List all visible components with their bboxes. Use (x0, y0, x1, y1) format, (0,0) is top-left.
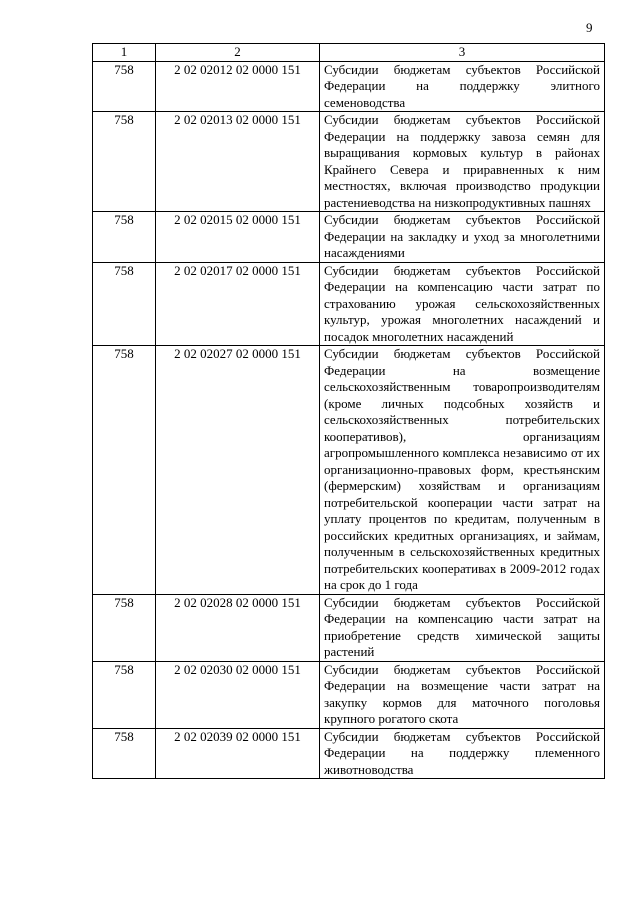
admin-code-cell: 758 (93, 262, 156, 346)
description-cell: Субсидии бюджетам субъектов Российской Федерации на возмещение сельскохозяйственным товаропроизводителям (кроме личных подсобных хозяйств и сельскохозяйственных потребительских кооперативов), организациям агропромышленного комплекса независимо от их организационно-правовых форм, крестьянским (фермерским) хозяйствам и организациям потребительской кооперации части затрат на уплату процентов по кредитам, полученным в российских кредитных организациях, и займам, полученным в сельскохозяйственных кредитных потребительских кооперативах в 2009-2012 годах на срок до 1 года (320, 346, 605, 595)
budget-code-cell: 2 02 02012 02 0000 151 (156, 61, 320, 112)
budget-classification-table (92, 43, 605, 779)
budget-code-cell: 2 02 02027 02 0000 151 (156, 346, 320, 595)
table-row (93, 112, 605, 212)
description-cell: Субсидии бюджетам субъектов Российской Федерации на закладку и уход за многолетними насаждениями (320, 212, 605, 263)
table-row (93, 594, 605, 661)
header-row (93, 44, 605, 62)
admin-code-cell: 758 (93, 661, 156, 728)
admin-code-cell: 758 (93, 346, 156, 595)
admin-code-cell: 758 (93, 728, 156, 779)
table-row (93, 346, 605, 595)
admin-code-cell: 758 (93, 61, 156, 112)
budget-code-cell: 2 02 02030 02 0000 151 (156, 661, 320, 728)
table-row (93, 262, 605, 346)
description-cell: Субсидии бюджетам субъектов Российской Федерации на поддержку завоза семян для выращивания кормовых культур в районах Крайнего Севера и приравненных к ним местностях, включая производство продукции растениеводства на низкопродуктивных пашнях (320, 112, 605, 212)
description-cell: Субсидии бюджетам субъектов Российской Федерации на компенсацию части затрат по страхованию урожая сельскохозяйственных культур, урожая многолетних насаждений и посадок многолетних насаждений (320, 262, 605, 346)
budget-code-cell: 2 02 02028 02 0000 151 (156, 594, 320, 661)
admin-code-cell: 758 (93, 112, 156, 212)
table-row (93, 728, 605, 779)
description-cell: Субсидии бюджетам субъектов Российской Федерации на возмещение части затрат на закупку кормов для маточного поголовья крупного рогатого скота (320, 661, 605, 728)
budget-code-cell: 2 02 02015 02 0000 151 (156, 212, 320, 263)
admin-code-cell: 758 (93, 594, 156, 661)
budget-code-cell: 2 02 02017 02 0000 151 (156, 262, 320, 346)
table-row (93, 212, 605, 263)
column-header-3: 3 (320, 44, 605, 62)
column-header-2: 2 (156, 44, 320, 62)
description-cell: Субсидии бюджетам субъектов Российской Федерации на поддержку племенного животноводства (320, 728, 605, 779)
admin-code-cell: 758 (93, 212, 156, 263)
page-number: 9 (586, 20, 593, 35)
description-cell: Субсидии бюджетам субъектов Российской Федерации на компенсацию части затрат на приобретение средств химической защиты растений (320, 594, 605, 661)
budget-code-cell: 2 02 02013 02 0000 151 (156, 112, 320, 212)
budget-code-cell: 2 02 02039 02 0000 151 (156, 728, 320, 779)
table-row (93, 661, 605, 728)
table-row (93, 61, 605, 112)
description-cell: Субсидии бюджетам субъектов Российской Федерации на поддержку элитного семеноводства (320, 61, 605, 112)
column-header-1: 1 (93, 44, 156, 62)
